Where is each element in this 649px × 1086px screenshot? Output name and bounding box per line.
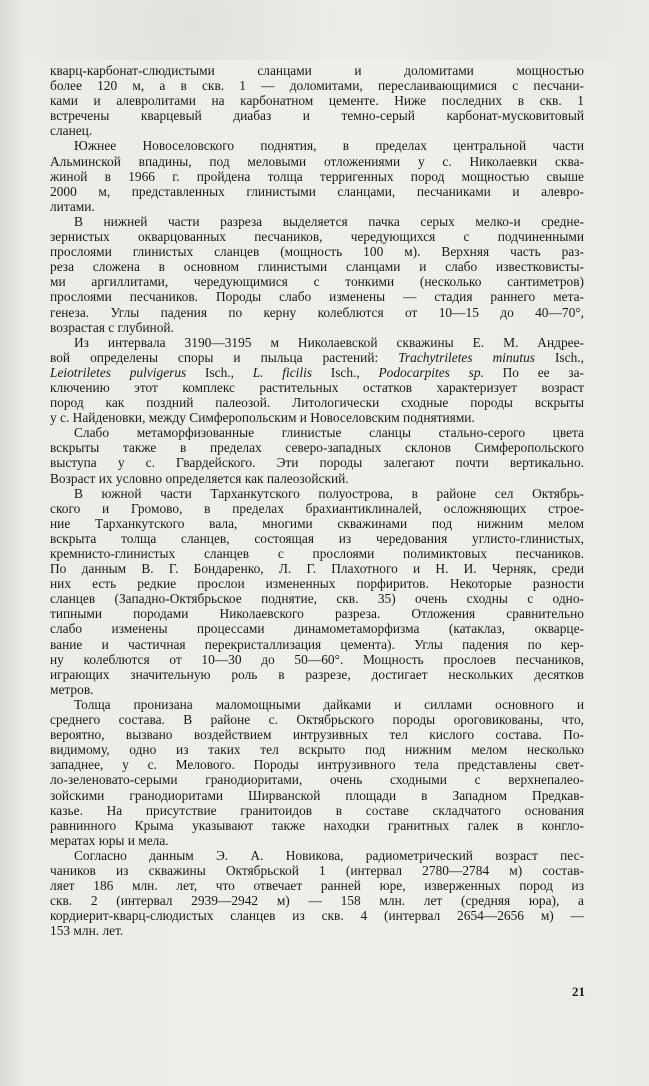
text-line: ключению этот комплекс растительных остатков характеризует возраст [50, 379, 584, 395]
text-line: В южной части Тарханкутского полуострова, в районе сел Октябрь- [74, 485, 584, 501]
text-line: Альминской впадины, под меловыми отложениями у с. Николаевки сква- [50, 153, 584, 169]
text-line: западнее, у с. Мелового. Породы интрузивного тела представлены свет- [50, 757, 584, 773]
text-line: кордиерит-кварц-слюдистых сланцев из скв. 4 (интервал 2654—2656 м) — [50, 908, 584, 924]
text-line: казье. На присутствие гранитоидов в составе складчатого основания [50, 802, 584, 818]
text-line: ну колеблются от 10—30 до 50—60°. Мощность прослоев песчаников, [50, 651, 584, 667]
text-line: Возраст их условно определяется как палеозойский. [50, 470, 349, 486]
text-line: чаников из скважины Октябрьской 1 (интервал 2780—2784 м) состав- [50, 862, 584, 878]
text-line: вероятно, вызвано воздействием интрузивных тел кислого состава. По- [50, 727, 584, 743]
text-line: 153 млн. лет. [50, 923, 124, 939]
text-line: литами. [50, 198, 95, 214]
text-line: видимому, одно из таких тел вскрыто под нижним мелом несколько [50, 742, 584, 758]
text-line: ние Тарханкутского вала, многими скважинами под нижним мелом [50, 515, 584, 531]
text-line: вскрыта толща сланцев, состоящая из чередования углисто-глинистых, [50, 530, 584, 546]
body-text [50, 63, 584, 938]
text-line: сланцев (Западно-Октябрьское поднятие, скв. 35) очень сходны с одно- [50, 591, 584, 607]
text-line: более 120 м, а в скв. 1 — доломитами, переслаивающимися с песчани- [50, 78, 584, 94]
text-line: ло-зеленовато-серыми гранодиоритами, очень сходными с верхнепалео- [50, 772, 584, 788]
text-line: ми аргиллитами, чередующимися с тонкими (несколько сантиметров) [50, 274, 584, 290]
text-line: жиной в 1966 г. пройдена толща терригенных пород мощностью свыше [50, 168, 584, 184]
text-line: равнинного Крыма указывают также находки гранитных галек в конгло- [50, 817, 584, 833]
scan-noise [0, 0, 649, 60]
text-line: По данным В. Г. Бондаренко, Л. Г. Плахотного и Н. И. Черняк, среди [50, 561, 584, 577]
text-line: ского и Громово, в пределах брахиантиклиналей, осложняющих строе- [50, 500, 584, 516]
text-line: встречены кварцевый диабаз и темно-серый карбонат-мусковитовый [50, 108, 584, 124]
text-line: зойскими гранодиоритами Ширванской площади в Западном Предкав- [50, 787, 584, 803]
paragraph [50, 425, 584, 485]
paragraph [50, 63, 584, 138]
text-line: прослоями песчаников. Породы слабо изменены — стадия раннего мета- [50, 289, 584, 305]
text-line: вскрыты также в пределах северо-западных склонов Симферопольского [50, 440, 584, 456]
text-line: Южнее Новоселовского поднятия, в пределах центральной части [74, 138, 584, 154]
paragraph [50, 214, 584, 335]
paragraph [50, 138, 584, 213]
text-line: В нижней части разреза выделяется пачка серых мелко-и средне- [74, 213, 584, 229]
page-number: 21 [572, 984, 585, 999]
text-line: возрастая с глубиной. [50, 319, 174, 335]
text-line: ляет 186 млн. лет, что отвечает ранней юре, изверженных пород из [50, 878, 584, 894]
text-line: Слабо метаморфизованные глинистые сланцы стально-серого цвета [74, 425, 584, 441]
text-line: вание и частичная перекристаллизация цемента). Углы падения по кер- [50, 636, 584, 652]
text-line: реза сложена в основном глинистыми сланцами и слабо известковисты- [50, 259, 584, 275]
text-line: скв. 2 (интервал 2939—2942 м) — 158 млн. лет (средняя юра), а [50, 893, 584, 909]
paragraph [50, 697, 584, 848]
text-line: генеза. Углы падения по керну колеблются от 10—15 до 40—70°, [50, 304, 584, 320]
paragraph [50, 848, 584, 939]
text-line: метров. [50, 681, 94, 697]
text-line: кремнисто-глинистых сланцев с прослоями полимиктовых песчаников. [50, 546, 584, 561]
text-line: среднего состава. В районе с. Октябрьского породы ороговикованы, что, [50, 712, 584, 728]
text-line: у с. Найденовки, между Симферопольским и Новоселовским поднятиями. [50, 410, 475, 426]
paragraph [50, 335, 584, 426]
text-line: выступа у с. Гвардейского. Эти породы залегают почти вертикально. [50, 455, 584, 471]
text-line: прослоями глинистых сланцев (мощность 100 м). Верхняя часть раз- [50, 244, 584, 260]
text-line: слабо изменены процессами динамометаморфизма (катаклаз, окварце- [50, 621, 584, 637]
text-line: них есть редкие прослои измененных порфиритов. Некоторые разности [50, 576, 584, 592]
text-line: зернистых окварцованных песчаников, чередующихся с подчиненными [50, 229, 584, 245]
text-line: Толща пронизана маломощными дайками и силлами основного и [74, 696, 584, 712]
paragraph [50, 486, 584, 697]
text-line: ками и алевролитами на карбонатном цементе. Ниже последних в скв. 1 [50, 93, 584, 109]
text-line: вой определены споры и пыльца растений: Trachytriletes minutus Isch., [50, 349, 584, 365]
text-line: играющих значительную роль в разрезе, достигает нескольких десятков [50, 666, 584, 682]
text-line: Согласно данным Э. А. Новикова, радиометрический возраст пес- [74, 847, 584, 863]
text-line: мератах юры и мела. [50, 832, 169, 848]
text-line: Leiotriletes pulvigerus Isch., L. ficilis Isch., Podocarpites sp. По ее за- [50, 364, 584, 380]
text-line: 2000 м, представленных глинистыми сланцами, песчаниками и алевро- [50, 183, 584, 199]
text-line: пород как поздний палеозой. Литологически сходные породы вскрыты [50, 395, 584, 411]
text-line: сланец. [50, 123, 93, 139]
text-line: типными породами Николаевского разреза. Отложения сравнительно [50, 606, 584, 622]
text-line: кварц-карбонат-слюдистыми сланцами и доломитами мощностью [50, 63, 584, 78]
text-line: Из интервала 3190—3195 м Николаевской скважины Е. М. Андрее- [74, 334, 584, 350]
